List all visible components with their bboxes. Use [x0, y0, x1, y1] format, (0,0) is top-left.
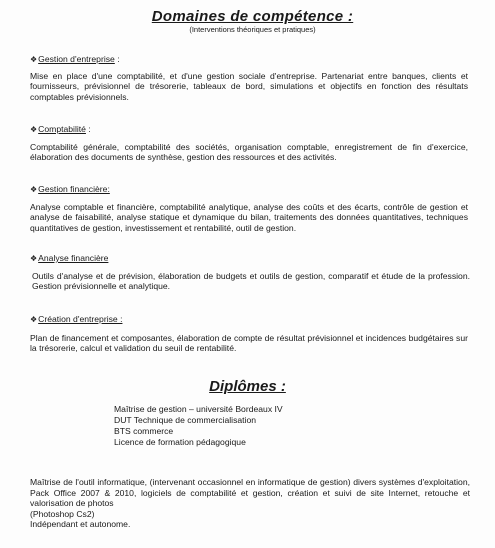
section-text-gestion-financiere: Analyse comptable et financière, comptabilité analytique, analyse des coûts et des écarts, contrôle de gestion et analyse de faisabilité, analyse statique et dynamique du bilan, traitements des données quantitatives, techniques quantitatives de gestion, investissement et rentabilité, outil de gestion. [30, 202, 468, 233]
diamond-bullet-icon: ❖ [30, 185, 38, 194]
page-subtitle: (Interventions théoriques et pratiques) [189, 25, 316, 34]
diamond-bullet-icon: ❖ [30, 254, 38, 263]
section-text-creation-entreprise: Plan de financement et composantes, élaboration de compte de résultat prévisionnel et incidences budgétaires sur la trésorerie, calcul et validation du seuil de rentabilité. [30, 333, 468, 354]
section-heading-label: Gestion d'entreprise [38, 54, 115, 64]
section-heading-comptabilite [30, 124, 91, 134]
section-heading-label: Création d'entreprise : [38, 314, 123, 324]
informatique-paragraph: Maîtrise de l'outil informatique, (intervenant occasionnel en informatique de gestion) divers systèmes d'exploitation, Pack Office 2007 & 2010, logiciels de comptabilité et gestion, création et suivi de site Internet, retouche et valorisation de photos [30, 477, 470, 509]
section-text-gestion-entreprise: Mise en place d'une comptabilité, et d'une gestion sociale d'entreprise. Partenariat entre banques, clients et fournisseurs, prévisionnel de trésorerie, tableaux de bord, simulations et objectifs en fonction des résultats comptables prévisionnels. [30, 71, 468, 102]
page-title: Domaines de compétence : [151, 8, 354, 25]
section-heading-analyse-financiere [30, 253, 108, 263]
section-heading-label: Analyse financière [38, 253, 109, 263]
section-heading-suffix: : [114, 54, 120, 64]
diplome-item: Licence de formation pédagogique [114, 437, 246, 447]
diamond-bullet-icon: ❖ [30, 125, 38, 134]
section-heading-label: Gestion financière: [38, 184, 110, 194]
qualities-line: Indépendant et autonome. [30, 519, 131, 530]
section-heading-creation-entreprise [30, 314, 122, 324]
section-heading-gestion-entreprise [30, 54, 120, 64]
section-heading-gestion-financiere [30, 184, 110, 194]
informatique-block [30, 477, 470, 530]
diplomes-title: Diplômes : [209, 378, 286, 395]
section-heading-suffix: : [85, 124, 91, 134]
informatique-software: (Photoshop Cs2) [30, 508, 95, 519]
diplome-item: BTS commerce [114, 426, 174, 436]
diamond-bullet-icon: ❖ [30, 315, 38, 324]
diplomes-list [114, 404, 414, 448]
section-text-comptabilite: Comptabilité générale, comptabilité des sociétés, organisation comptable, enregistrement de fin d'exercice, élaboration des documents de synthèse, gestion des ressources et des activités. [30, 142, 468, 163]
diplome-item: DUT Technique de commercialisation [114, 415, 257, 425]
diplome-item: Maîtrise de gestion – université Bordeaux IV [114, 404, 283, 414]
section-text-analyse-financiere: Outils d'analyse et de prévision, élaboration de budgets et outils de gestion, comparatif et étude de la profession. Gestion prévisionnelle et analytique. [32, 271, 470, 292]
diamond-bullet-icon: ❖ [30, 55, 38, 64]
section-heading-label: Comptabilité [38, 124, 86, 134]
